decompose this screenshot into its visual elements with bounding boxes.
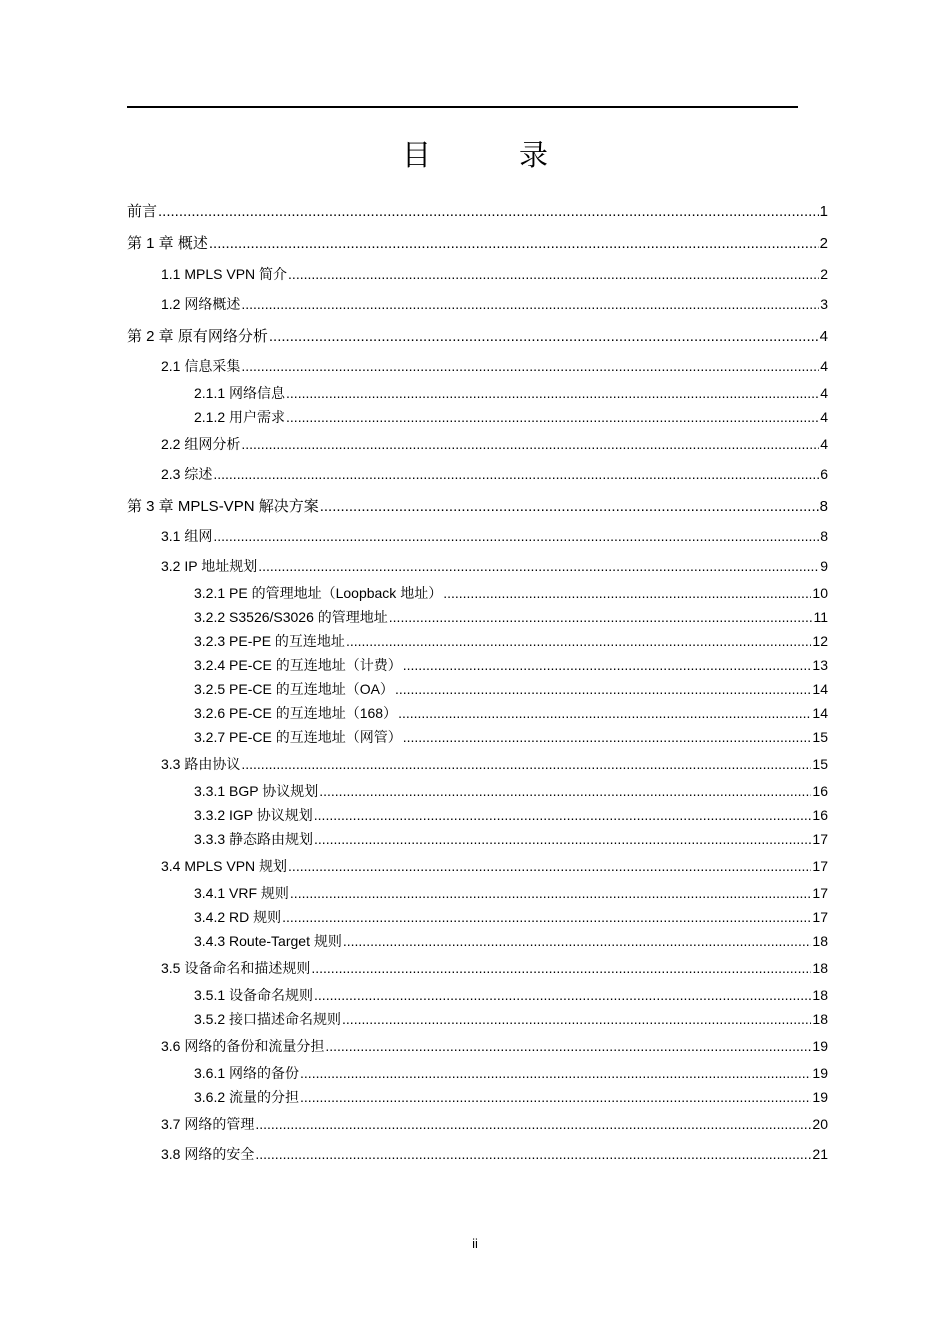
toc-entry[interactable] <box>194 1062 828 1084</box>
dot-leader <box>389 606 813 628</box>
toc-entry-label: 3.3 路由协议 <box>161 756 241 772</box>
toc-entry-page: 20 <box>812 1116 828 1132</box>
toc-entry[interactable] <box>194 606 828 628</box>
toc-entry-label: 3.2.1 PE 的管理地址（Loopback 地址） <box>194 585 443 601</box>
toc-entry[interactable] <box>194 654 828 676</box>
dot-leader <box>255 1113 811 1135</box>
toc-entry[interactable] <box>161 555 828 577</box>
toc-entry-page: 16 <box>812 783 828 799</box>
dot-leader <box>443 582 811 604</box>
toc-entry-page: 17 <box>812 858 828 874</box>
dot-leader <box>286 382 819 404</box>
toc-entry[interactable] <box>161 1035 828 1057</box>
toc-entry-label: 3.4.2 RD 规则 <box>194 909 282 925</box>
toc-entry-label: 3.2.3 PE-PE 的互连地址 <box>194 633 345 649</box>
dot-leader <box>209 233 819 255</box>
toc-entry-page: 14 <box>812 681 828 697</box>
toc-entry-page: 9 <box>820 558 828 574</box>
toc-entry[interactable] <box>161 433 828 455</box>
toc-entry-page: 4 <box>820 409 828 425</box>
toc-entry-page: 1 <box>819 203 828 220</box>
toc-entry[interactable] <box>194 726 828 748</box>
toc-entry-page: 17 <box>812 831 828 847</box>
toc-entry-label: 3.6.2 流量的分担 <box>194 1089 300 1105</box>
dot-leader <box>213 525 819 547</box>
toc-entry[interactable] <box>127 496 828 518</box>
toc-entry[interactable] <box>194 582 828 604</box>
toc-entry-label: 3.7 网络的管理 <box>161 1116 255 1132</box>
toc-entry-page: 21 <box>812 1146 828 1162</box>
toc-entry-page: 4 <box>820 358 828 374</box>
toc-entry-label: 3.4.1 VRF 规则 <box>194 885 289 901</box>
toc-entry-label: 1.1 MPLS VPN 简介 <box>161 266 288 282</box>
toc-entry-label: 前言 <box>127 203 158 220</box>
toc-entry-label: 2.1.1 网络信息 <box>194 385 286 401</box>
toc-entry-page: 8 <box>819 498 828 515</box>
toc-entry[interactable] <box>194 406 828 428</box>
dot-leader <box>311 957 811 979</box>
toc-entry-label: 第 3 章 MPLS-VPN 解决方案 <box>127 498 319 515</box>
dot-leader <box>269 326 819 348</box>
dot-leader <box>241 355 819 377</box>
toc-entry-page: 4 <box>820 385 828 401</box>
toc-entry-page: 6 <box>820 466 828 482</box>
toc-entry[interactable] <box>161 753 828 775</box>
dot-leader <box>241 753 811 775</box>
dot-leader <box>395 678 811 700</box>
dot-leader <box>325 1035 811 1057</box>
toc-entry-label: 第 2 章 原有网络分析 <box>127 328 268 345</box>
toc-entry[interactable] <box>161 293 828 315</box>
toc-entry-page: 19 <box>812 1089 828 1105</box>
toc-entry-label: 3.2.2 S3526/S3026 的管理地址 <box>194 609 388 625</box>
toc-entry-page: 12 <box>812 633 828 649</box>
dot-leader <box>342 1008 811 1030</box>
toc-entry-label: 第 1 章 概述 <box>127 235 208 252</box>
toc-entry[interactable] <box>194 930 828 952</box>
toc-entry-page: 19 <box>812 1065 828 1081</box>
toc-entry-page: 17 <box>812 909 828 925</box>
toc-entry-page: 19 <box>812 1038 828 1054</box>
toc-entry[interactable] <box>194 828 828 850</box>
toc-entry[interactable] <box>161 355 828 377</box>
toc-entry-label: 3.2 IP 地址规划 <box>161 558 258 574</box>
toc-entry-page: 4 <box>819 328 828 345</box>
dot-leader <box>320 496 819 518</box>
toc-entry-label: 3.2.6 PE-CE 的互连地址（168） <box>194 705 398 721</box>
toc-entry-label: 3.4.3 Route-Target 规则 <box>194 933 342 949</box>
toc-entry[interactable] <box>194 804 828 826</box>
toc-entry[interactable] <box>194 1008 828 1030</box>
toc-entry[interactable] <box>127 326 828 348</box>
dot-leader <box>258 555 819 577</box>
toc-entry[interactable] <box>194 984 828 1006</box>
toc-entry-page: 2 <box>820 266 828 282</box>
dot-leader <box>288 263 819 285</box>
toc-entry[interactable] <box>194 1086 828 1108</box>
toc-entry-label: 2.1 信息采集 <box>161 358 241 374</box>
toc-entry-page: 4 <box>820 436 828 452</box>
toc-entry-page: 2 <box>819 235 828 252</box>
toc-entry-page: 13 <box>812 657 828 673</box>
dot-leader <box>288 855 811 877</box>
page-title: 目 录 <box>401 140 589 172</box>
toc-entry[interactable] <box>194 702 828 724</box>
toc-entry-label: 3.8 网络的安全 <box>161 1146 255 1162</box>
dot-leader <box>282 906 811 928</box>
dot-leader <box>213 463 819 485</box>
toc-entry[interactable] <box>194 906 828 928</box>
dot-leader <box>403 654 812 676</box>
toc-entry[interactable] <box>161 263 828 285</box>
dot-leader <box>300 1086 811 1108</box>
dot-leader <box>319 780 811 802</box>
toc-entry[interactable] <box>127 233 828 255</box>
toc-entry-page: 14 <box>812 705 828 721</box>
toc-entry-label: 3.2.7 PE-CE 的互连地址（网管） <box>194 729 402 745</box>
toc-entry-label: 3.3.3 静态路由规划 <box>194 831 314 847</box>
toc-entry[interactable] <box>194 882 828 904</box>
dot-leader <box>346 630 811 652</box>
toc-entry-label: 3.5 设备命名和描述规则 <box>161 960 311 976</box>
toc-entry-label: 3.5.1 设备命名规则 <box>194 987 314 1003</box>
toc-entry-label: 2.2 组网分析 <box>161 436 241 452</box>
toc-entry-label: 1.2 网络概述 <box>161 296 241 312</box>
toc-entry-page: 18 <box>812 933 828 949</box>
toc-entry[interactable] <box>161 957 828 979</box>
toc-entry-label: 3.1 组网 <box>161 528 213 544</box>
toc-entry[interactable] <box>161 855 828 877</box>
toc-entry[interactable] <box>161 1113 828 1135</box>
dot-leader <box>241 433 819 455</box>
toc-entry[interactable] <box>161 525 828 547</box>
dot-leader <box>286 406 819 428</box>
page-number: ii <box>472 1236 478 1251</box>
toc-entry-label: 3.6.1 网络的备份 <box>194 1065 300 1081</box>
toc-entry-label: 3.2.4 PE-CE 的互连地址（计费） <box>194 657 402 673</box>
toc-entry-label: 3.3.1 BGP 协议规划 <box>194 783 319 799</box>
toc-entry-page: 18 <box>812 1011 828 1027</box>
toc-entry-page: 16 <box>812 807 828 823</box>
dot-leader <box>314 804 812 826</box>
toc-entry-label: 3.2.5 PE-CE 的互连地址（OA） <box>194 681 394 697</box>
toc-entry[interactable] <box>161 1143 828 1165</box>
toc-entry-page: 11 <box>813 609 828 625</box>
toc-entry-label: 2.3 综述 <box>161 466 213 482</box>
dot-leader <box>300 1062 811 1084</box>
dot-leader <box>398 702 811 724</box>
dot-leader <box>241 293 819 315</box>
toc-entry-page: 15 <box>812 756 828 772</box>
dot-leader <box>290 882 812 904</box>
toc-entry-page: 8 <box>820 528 828 544</box>
dot-leader <box>158 201 819 223</box>
dot-leader <box>255 1143 811 1165</box>
toc-entry-label: 3.6 网络的备份和流量分担 <box>161 1038 325 1054</box>
toc-entry[interactable] <box>194 630 828 652</box>
toc-entry-page: 17 <box>812 885 828 901</box>
dot-leader <box>403 726 812 748</box>
toc-entry-label: 3.4 MPLS VPN 规划 <box>161 858 288 874</box>
toc-entry[interactable] <box>127 201 828 223</box>
toc-entry-label: 3.3.2 IGP 协议规划 <box>194 807 313 823</box>
dot-leader <box>314 828 811 850</box>
toc-entry-page: 3 <box>820 296 828 312</box>
dot-leader <box>314 984 811 1006</box>
toc-entry-page: 15 <box>812 729 828 745</box>
toc-entry[interactable] <box>161 463 828 485</box>
toc-entry-page: 18 <box>812 960 828 976</box>
toc-entry[interactable] <box>194 382 828 404</box>
toc-entry[interactable] <box>194 780 828 802</box>
dot-leader <box>343 930 812 952</box>
toc-entry-page: 18 <box>812 987 828 1003</box>
toc-entry[interactable] <box>194 678 828 700</box>
toc-entry-label: 3.5.2 接口描述命名规则 <box>194 1011 342 1027</box>
toc-entry-label: 2.1.2 用户需求 <box>194 409 286 425</box>
toc-entry-page: 10 <box>812 585 828 601</box>
